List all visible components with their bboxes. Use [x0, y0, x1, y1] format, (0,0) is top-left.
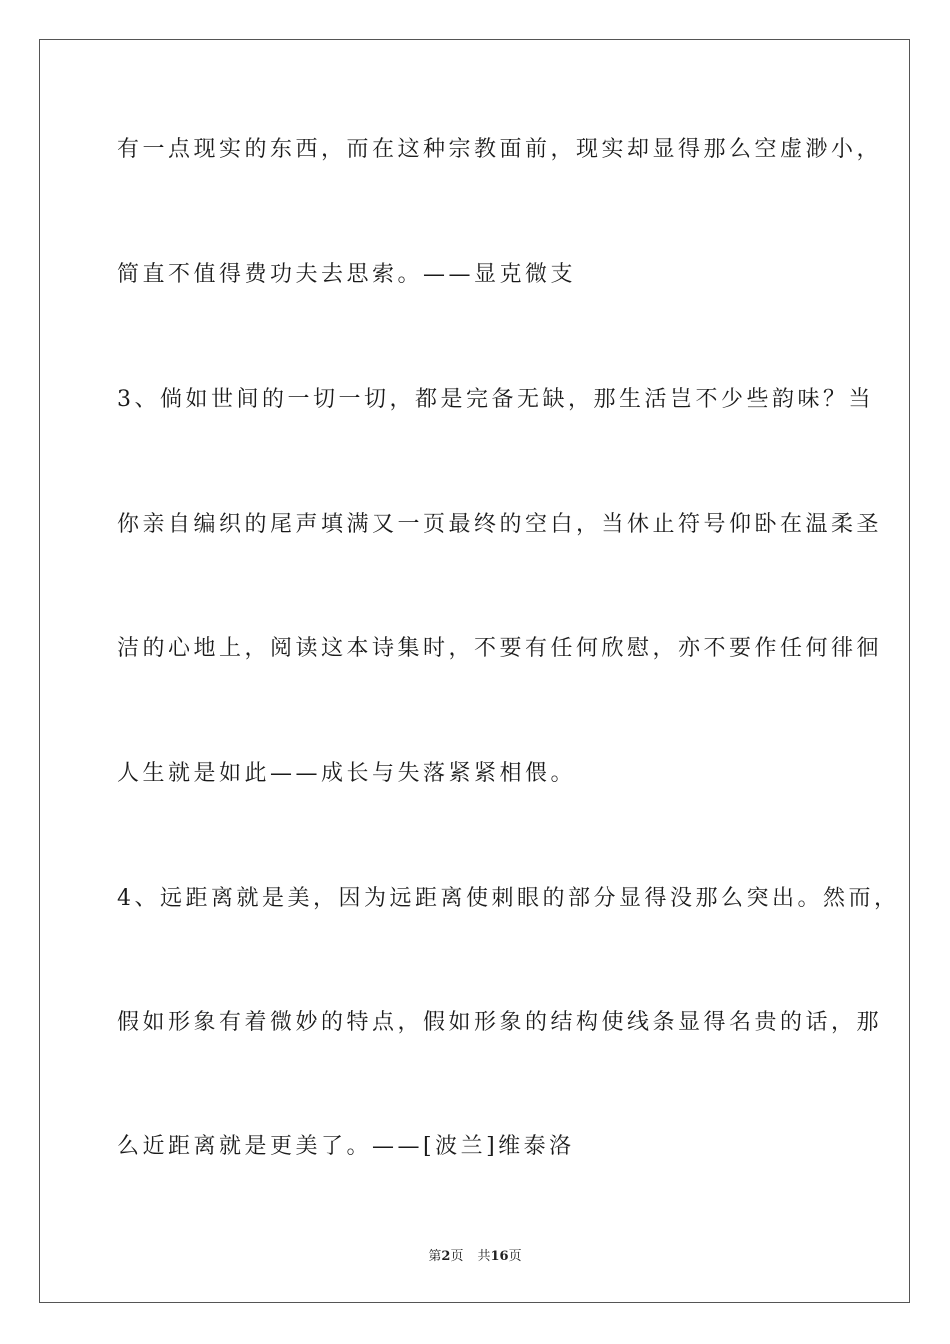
body-text-line: 洁的心地上，阅读这本诗集时，不要有任何欣慰，亦不要作任何徘徊 [117, 636, 883, 661]
body-text-line: 假如形象有着微妙的特点，假如形象的结构使线条显得名贵的话，那 [117, 1010, 883, 1035]
body-text-line: 3、倘如世间的一切一切，都是完备无缺，那生活岂不少些韵味？当 [117, 387, 874, 412]
page-border [39, 39, 910, 1303]
body-text-line: 么近距离就是更美了。——[波兰]维泰洛 [117, 1134, 575, 1159]
body-text-line: 有一点现实的东西，而在这种宗教面前，现实却显得那么空虚渺小， [117, 137, 883, 162]
body-text-line: 4、远距离就是美，因为远距离使刺眼的部分显得没那么突出。然而， [117, 886, 900, 911]
body-text-line: 人生就是如此——成长与失落紧紧相偎。 [117, 761, 577, 786]
body-text-line: 你亲自编织的尾声填满又一页最终的空白，当休止符号仰卧在温柔圣 [117, 512, 883, 537]
body-text-line: 简直不值得费功夫去思索。——显克微支 [117, 262, 577, 287]
total-pages-label: 共16页 [477, 1249, 522, 1264]
page-number-label: 第2页 [428, 1249, 464, 1264]
page-footer [0, 1248, 950, 1266]
